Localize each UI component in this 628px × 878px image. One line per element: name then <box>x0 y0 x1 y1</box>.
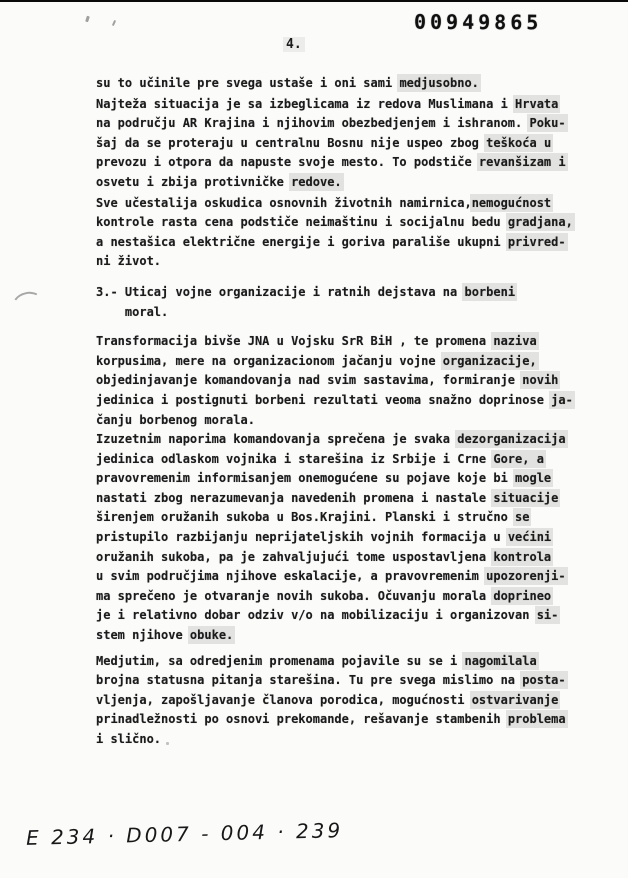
scan-highlight: obuke. <box>189 628 234 643</box>
scan-highlight: organizacije, <box>442 353 537 368</box>
scan-highlight: si- <box>536 608 559 623</box>
scan-highlight: se <box>515 510 530 525</box>
hole-punch-mark <box>9 289 46 322</box>
scan-highlight: Poku- <box>529 116 566 131</box>
text-line: oružanih sukoba, pa je zahvaljujući tome uspostavljena kontrola <box>96 549 552 564</box>
text-line: osvetu i zbija protivničke redove. <box>96 174 342 189</box>
text-line: je i relativno dobar odziv v/o na mobilizaciju i organizovan si- <box>96 608 559 623</box>
text-line: Transformacija bivše JNA u Vojsku SrR BiH , te promena naziva <box>96 334 537 349</box>
text-line: kontrole rasta cena podstiče neimaštinu i socijalnu bedu gradjana, <box>96 215 573 230</box>
text-line: Izuzetnim naporima komandovanja sprečena je svaka dezorganizacija <box>96 432 566 447</box>
scan-highlight: dezorganizacija <box>457 432 566 447</box>
text-line: na području AR Krajina i njihovim obezbedjenjem i ishranom. Poku- <box>96 116 566 131</box>
handwritten-exhibit-code: E 234 · D007 - 004 · 239 <box>25 818 344 850</box>
text-line: Najteža situacija je sa izbeglicama iz redova Muslimana i Hrvata <box>96 96 559 111</box>
text-line: pristupilo razbijanju neprijateljskih vojnih formacija u većini <box>96 530 552 545</box>
scan-highlight: gradjana, <box>507 215 573 230</box>
scan-edge-artifact <box>0 0 628 2</box>
scan-highlight: većini <box>507 530 552 545</box>
scan-highlight: kontrola <box>493 549 552 564</box>
text-line: jedinica odlaskom vojnika i starešina iz Srbije i Crne Gore, a <box>96 451 544 466</box>
scan-highlight: upozorenji- <box>486 569 566 584</box>
paragraph <box>96 74 596 94</box>
text-line: šaj da se proteraju u centralnu Bosnu nije uspeo zbog teškoća u <box>96 135 552 150</box>
ink-speck <box>112 20 116 26</box>
scan-highlight: redove. <box>291 174 342 189</box>
text-line: jedinica i postignuti borbeni rezultati veoma snažno doprinose ja- <box>96 392 573 407</box>
section-heading <box>96 283 596 322</box>
text-line: prevozu i otpora da napuste svoje mesto. To podstiče revanšizam i <box>96 155 566 170</box>
paragraph <box>96 332 596 430</box>
scan-highlight: privred- <box>507 234 566 249</box>
text-line: pravovremenim informisanjem onemogućene su pojave koje bi mogle <box>96 471 552 486</box>
scan-highlight: teškoća u <box>486 135 552 150</box>
typewritten-text <box>96 74 596 750</box>
text-line: i slično. <box>96 732 162 746</box>
scan-highlight: borbeni <box>464 284 516 299</box>
scan-highlight: revanšizam i <box>478 155 566 170</box>
ink-speck <box>85 16 90 23</box>
scan-highlight: Gore, a <box>493 451 544 466</box>
paragraph <box>96 652 596 750</box>
scan-highlight: doprineo <box>493 588 552 603</box>
text-line: Sve učestalija oskudica osnovnih životnih namirnica,nemogućnost <box>96 195 552 210</box>
scan-highlight: Hrvata <box>515 96 559 111</box>
scan-highlight: naziva <box>493 334 537 349</box>
text-line: stem njihove obuke. <box>96 628 234 643</box>
page-number: 4. <box>283 37 305 52</box>
text-line: ma sprečeno je otvaranje novih sukoba. Očuvanju morala doprineo <box>96 588 552 603</box>
scan-highlight: ja- <box>551 392 573 407</box>
paragraph <box>96 430 596 646</box>
text-line: objedinjavanje komandovanja nad svim sastavima, formiranje novih <box>96 373 559 388</box>
scan-highlight: ostvarivanje <box>471 692 559 707</box>
text-line: u svim područjima njihove eskalacije, a pravovremenim upozorenji- <box>96 569 566 584</box>
text-line: Medjutim, sa odredjenim promenama pojavile su se i nagomilala <box>96 653 537 668</box>
text-line: moral. <box>124 304 169 319</box>
text-line: prinadležnosti po osnovi prekomande, rešavanje stambenih problema <box>96 712 566 727</box>
scan-highlight: medjusobno. <box>399 76 479 90</box>
paragraph <box>96 194 596 272</box>
bates-stamp-number: 00949865 <box>413 9 543 35</box>
scan-highlight: posta- <box>522 673 566 688</box>
scan-highlight: mogle <box>515 471 552 486</box>
paragraph <box>96 95 596 193</box>
text-line: nastati zbog nerazumevanja navedenih promena i nastale situacije <box>96 490 559 505</box>
scan-highlight: nemogućnost <box>471 195 552 210</box>
text-line: su to učinile pre svega ustaše i oni sami medjusobno. <box>96 76 479 90</box>
scan-highlight: novih <box>522 373 559 388</box>
text-line: brojna statusna pitanja starešina. Tu pre svega mislimo na posta- <box>96 673 566 688</box>
text-line: korpusima, mere na organizacionom jačanju vojne organizacije, <box>96 353 537 368</box>
text-line: 3.- Uticaj vojne organizacije i ratnih dejstava na borbeni <box>96 284 516 299</box>
text-line: vljenja, zapošljavanje članova porodica, mogućnosti ostvarivanje <box>96 692 559 707</box>
scan-highlight: situacije <box>493 490 559 505</box>
text-line: a nestašica električne energije i goriva parališe ukupni privred- <box>96 234 566 249</box>
text-line: čanju borbenog morala. <box>96 412 255 427</box>
text-line: širenjem oružanih sukoba u Bos.Krajini. Planski i stručno se <box>96 510 530 525</box>
scan-highlight: problema <box>507 712 566 727</box>
scan-highlight: nagomilala <box>464 653 537 668</box>
text-line: ni život. <box>96 254 162 269</box>
